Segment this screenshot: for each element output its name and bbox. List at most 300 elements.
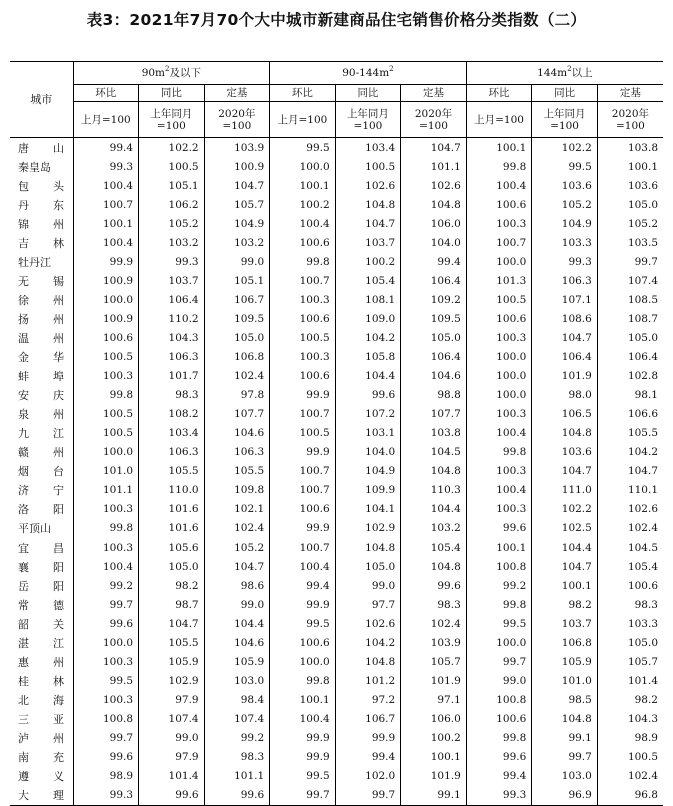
index-value: 106.8 bbox=[204, 348, 270, 367]
city-name: 蚌 埠 bbox=[18, 370, 64, 384]
index-value: 108.1 bbox=[335, 290, 401, 309]
city-name: 洛 阳 bbox=[18, 503, 64, 517]
index-value: 99.4 bbox=[466, 767, 532, 786]
index-value: 105.6 bbox=[139, 538, 205, 557]
index-value: 102.4 bbox=[597, 519, 663, 538]
index-value: 102.6 bbox=[335, 176, 401, 195]
base-label-2020: 2020年 =100 bbox=[204, 102, 270, 138]
index-value: 100.0 bbox=[466, 252, 532, 271]
index-value: 100.6 bbox=[466, 195, 532, 214]
index-value: 99.5 bbox=[532, 157, 598, 176]
base-header-row bbox=[10, 102, 663, 138]
index-value: 100.2 bbox=[335, 252, 401, 271]
index-value: 99.8 bbox=[466, 157, 532, 176]
index-value: 101.1 bbox=[401, 157, 467, 176]
index-value: 100.4 bbox=[73, 233, 139, 252]
index-value: 99.6 bbox=[73, 614, 139, 633]
index-value: 102.2 bbox=[139, 138, 205, 158]
index-value: 99.0 bbox=[335, 576, 401, 595]
index-value: 105.9 bbox=[139, 652, 205, 671]
index-value: 100.3 bbox=[73, 538, 139, 557]
index-value: 100.0 bbox=[73, 443, 139, 462]
index-value: 101.1 bbox=[73, 481, 139, 500]
base-label-prev-year: 上年同月 =100 bbox=[335, 102, 401, 138]
city-name: 九 江 bbox=[18, 427, 64, 441]
index-value: 101.9 bbox=[401, 767, 467, 786]
index-value: 105.0 bbox=[597, 633, 663, 652]
city-name: 吉 林 bbox=[18, 236, 64, 250]
index-value: 100.0 bbox=[466, 367, 532, 386]
index-value: 99.2 bbox=[204, 728, 270, 747]
table-row bbox=[10, 462, 663, 481]
index-value: 99.0 bbox=[204, 595, 270, 614]
table-row bbox=[10, 405, 663, 424]
city-name: 秦皇岛 bbox=[18, 160, 51, 174]
index-value: 100.5 bbox=[139, 157, 205, 176]
table-row bbox=[10, 748, 663, 767]
index-value: 104.7 bbox=[532, 328, 598, 347]
index-value: 100.9 bbox=[73, 271, 139, 290]
index-value: 104.4 bbox=[204, 614, 270, 633]
index-value: 100.5 bbox=[335, 157, 401, 176]
index-value: 99.9 bbox=[270, 443, 336, 462]
index-value: 100.3 bbox=[466, 214, 532, 233]
index-value: 100.6 bbox=[270, 309, 336, 328]
table-row bbox=[10, 290, 663, 309]
index-value: 105.2 bbox=[139, 214, 205, 233]
index-value: 100.5 bbox=[597, 748, 663, 767]
index-value: 102.4 bbox=[204, 367, 270, 386]
index-value: 99.2 bbox=[73, 576, 139, 595]
city-name: 温 州 bbox=[18, 331, 64, 345]
index-value: 100.7 bbox=[270, 538, 336, 557]
index-value: 99.7 bbox=[270, 786, 336, 806]
index-value: 102.6 bbox=[401, 176, 467, 195]
table-row bbox=[10, 443, 663, 462]
index-value: 110.0 bbox=[139, 481, 205, 500]
table-row bbox=[10, 728, 663, 747]
index-value: 96.9 bbox=[532, 786, 598, 806]
index-value: 100.4 bbox=[466, 424, 532, 443]
index-value: 105.2 bbox=[204, 538, 270, 557]
index-value: 109.5 bbox=[204, 309, 270, 328]
index-value: 101.0 bbox=[532, 671, 598, 690]
index-value: 103.8 bbox=[401, 424, 467, 443]
index-value: 107.4 bbox=[204, 709, 270, 728]
city-name: 锦 州 bbox=[18, 217, 64, 231]
table-row bbox=[10, 557, 663, 576]
index-value: 105.0 bbox=[335, 557, 401, 576]
index-value: 100.0 bbox=[73, 290, 139, 309]
index-value: 99.6 bbox=[401, 576, 467, 595]
index-value: 99.9 bbox=[270, 519, 336, 538]
index-value: 100.4 bbox=[73, 176, 139, 195]
index-value: 104.8 bbox=[532, 424, 598, 443]
index-value: 101.4 bbox=[597, 671, 663, 690]
table-row bbox=[10, 271, 663, 290]
index-value: 99.1 bbox=[532, 728, 598, 747]
index-value: 104.9 bbox=[335, 462, 401, 481]
table-row bbox=[10, 195, 663, 214]
index-value: 109.2 bbox=[401, 290, 467, 309]
index-value: 98.3 bbox=[597, 595, 663, 614]
index-value: 106.5 bbox=[532, 405, 598, 424]
city-name: 金 华 bbox=[18, 351, 64, 365]
index-value: 98.3 bbox=[401, 595, 467, 614]
index-value: 107.7 bbox=[401, 405, 467, 424]
index-value: 104.7 bbox=[532, 557, 598, 576]
index-value: 104.5 bbox=[401, 443, 467, 462]
index-value: 108.2 bbox=[139, 405, 205, 424]
index-value: 105.9 bbox=[204, 652, 270, 671]
index-value: 100.6 bbox=[597, 576, 663, 595]
index-value: 102.9 bbox=[139, 671, 205, 690]
base-label-prev-year: 上年同月 =100 bbox=[139, 102, 205, 138]
city-name: 牡丹江 bbox=[18, 255, 51, 269]
index-value: 106.0 bbox=[401, 709, 467, 728]
table-row bbox=[10, 614, 663, 633]
index-value: 104.7 bbox=[401, 138, 467, 158]
index-value: 100.7 bbox=[466, 233, 532, 252]
city-name: 大 理 bbox=[10, 786, 73, 806]
index-value: 106.3 bbox=[139, 443, 205, 462]
index-value: 109.8 bbox=[204, 481, 270, 500]
index-value: 106.4 bbox=[139, 290, 205, 309]
index-value: 101.4 bbox=[139, 767, 205, 786]
index-value: 99.4 bbox=[270, 576, 336, 595]
table-row bbox=[10, 424, 663, 443]
index-value: 101.3 bbox=[466, 271, 532, 290]
index-value: 97.1 bbox=[401, 690, 467, 709]
city-name: 泉 州 bbox=[18, 408, 64, 422]
index-value: 102.2 bbox=[532, 138, 598, 158]
table-row bbox=[10, 652, 663, 671]
index-value: 100.8 bbox=[466, 690, 532, 709]
index-value: 100.1 bbox=[597, 157, 663, 176]
city-name: 泸 州 bbox=[18, 731, 64, 745]
table-row bbox=[10, 519, 663, 538]
index-value: 100.1 bbox=[270, 176, 336, 195]
group-header-large: $144m^2$以上 bbox=[466, 62, 663, 85]
index-value: 100.0 bbox=[466, 633, 532, 652]
index-value: 96.8 bbox=[597, 786, 663, 806]
sub-header-fixed-base: 定基 bbox=[597, 85, 663, 102]
index-value: 102.6 bbox=[597, 500, 663, 519]
index-value: 99.3 bbox=[139, 252, 205, 271]
index-value: 102.5 bbox=[532, 519, 598, 538]
base-label-prev-month: 上月=100 bbox=[73, 102, 139, 138]
index-value: 99.4 bbox=[335, 748, 401, 767]
group-header-medium: $90-144m^2$ bbox=[270, 62, 467, 85]
index-value: 99.6 bbox=[335, 386, 401, 405]
sub-header-yoy: 同比 bbox=[335, 85, 401, 102]
index-value: 98.3 bbox=[139, 386, 205, 405]
index-value: 103.0 bbox=[532, 767, 598, 786]
index-value: 100.5 bbox=[270, 328, 336, 347]
index-value: 111.0 bbox=[532, 481, 598, 500]
index-value: 97.2 bbox=[335, 690, 401, 709]
index-value: 106.4 bbox=[532, 348, 598, 367]
index-value: 104.9 bbox=[204, 214, 270, 233]
index-value: 105.2 bbox=[532, 195, 598, 214]
table-row bbox=[10, 538, 663, 557]
index-value: 100.1 bbox=[401, 748, 467, 767]
index-value: 100.1 bbox=[466, 138, 532, 158]
index-value: 106.3 bbox=[532, 271, 598, 290]
city-name: 赣 州 bbox=[18, 446, 64, 460]
index-value: 100.7 bbox=[270, 462, 336, 481]
index-value: 104.7 bbox=[335, 214, 401, 233]
index-value: 101.9 bbox=[401, 671, 467, 690]
index-value: 105.2 bbox=[597, 214, 663, 233]
sub-header-fixed-base: 定基 bbox=[401, 85, 467, 102]
index-value: 100.9 bbox=[204, 157, 270, 176]
table-row bbox=[10, 671, 663, 690]
index-value: 104.8 bbox=[401, 462, 467, 481]
index-value: 100.6 bbox=[270, 633, 336, 652]
index-value: 100.3 bbox=[466, 328, 532, 347]
index-value: 104.7 bbox=[532, 462, 598, 481]
table-row bbox=[10, 367, 663, 386]
index-value: 98.2 bbox=[597, 690, 663, 709]
index-value: 98.0 bbox=[532, 386, 598, 405]
index-value: 106.0 bbox=[401, 214, 467, 233]
index-value: 99.0 bbox=[466, 671, 532, 690]
city-name: 韶 关 bbox=[18, 617, 64, 631]
index-value: 97.9 bbox=[139, 748, 205, 767]
index-value: 104.7 bbox=[204, 557, 270, 576]
index-value: 100.0 bbox=[73, 633, 139, 652]
table-row bbox=[10, 576, 663, 595]
index-value: 99.9 bbox=[270, 595, 336, 614]
index-value: 99.8 bbox=[466, 728, 532, 747]
index-value: 105.0 bbox=[139, 557, 205, 576]
index-value: 104.6 bbox=[204, 633, 270, 652]
index-value: 103.2 bbox=[204, 233, 270, 252]
index-value: 99.7 bbox=[532, 748, 598, 767]
index-value: 99.2 bbox=[466, 576, 532, 595]
index-value: 106.2 bbox=[139, 195, 205, 214]
index-value: 104.8 bbox=[532, 709, 598, 728]
index-value: 100.5 bbox=[466, 290, 532, 309]
index-value: 99.5 bbox=[270, 614, 336, 633]
index-value: 103.4 bbox=[139, 424, 205, 443]
index-value: 100.3 bbox=[73, 500, 139, 519]
index-value: 104.2 bbox=[335, 633, 401, 652]
index-value: 99.8 bbox=[73, 519, 139, 538]
index-value: 97.8 bbox=[204, 386, 270, 405]
index-value: 108.6 bbox=[532, 309, 598, 328]
city-name: 南 充 bbox=[18, 751, 64, 765]
table-row bbox=[10, 348, 663, 367]
city-name: 安 庆 bbox=[18, 389, 64, 403]
index-value: 99.5 bbox=[270, 767, 336, 786]
index-value: 107.7 bbox=[204, 405, 270, 424]
index-value: 109.9 bbox=[335, 481, 401, 500]
index-value: 105.5 bbox=[139, 633, 205, 652]
index-value: 100.7 bbox=[270, 481, 336, 500]
index-value: 99.6 bbox=[466, 519, 532, 538]
table-row bbox=[10, 481, 663, 500]
index-value: 100.3 bbox=[270, 290, 336, 309]
table-row bbox=[10, 138, 663, 158]
index-value: 98.5 bbox=[532, 690, 598, 709]
city-name: 遵 义 bbox=[18, 770, 64, 784]
table-row bbox=[10, 690, 663, 709]
index-value: 105.5 bbox=[204, 462, 270, 481]
index-value: 105.7 bbox=[204, 195, 270, 214]
index-value: 100.1 bbox=[532, 576, 598, 595]
index-value: 109.5 bbox=[401, 309, 467, 328]
index-value: 100.7 bbox=[270, 271, 336, 290]
index-value: 107.2 bbox=[335, 405, 401, 424]
index-value: 99.6 bbox=[139, 786, 205, 806]
city-name: 宜 昌 bbox=[18, 541, 64, 555]
index-value: 99.3 bbox=[73, 157, 139, 176]
index-value: 103.9 bbox=[401, 633, 467, 652]
index-value: 99.5 bbox=[270, 138, 336, 158]
index-value: 100.8 bbox=[73, 709, 139, 728]
index-value: 105.0 bbox=[204, 328, 270, 347]
index-value: 99.0 bbox=[139, 728, 205, 747]
index-value: 100.0 bbox=[466, 386, 532, 405]
sub-header-yoy: 同比 bbox=[532, 85, 598, 102]
index-value: 99.3 bbox=[73, 786, 139, 806]
table-row bbox=[10, 309, 663, 328]
index-value: 104.7 bbox=[204, 176, 270, 195]
index-value: 105.0 bbox=[597, 328, 663, 347]
index-value: 99.9 bbox=[73, 252, 139, 271]
city-name: 烟 台 bbox=[18, 465, 64, 479]
index-value: 104.9 bbox=[532, 214, 598, 233]
index-value: 98.1 bbox=[597, 386, 663, 405]
index-value: 100.5 bbox=[73, 424, 139, 443]
sub-header-mom: 环比 bbox=[73, 85, 139, 102]
base-label-prev-month: 上月=100 bbox=[270, 102, 336, 138]
index-value: 105.5 bbox=[597, 424, 663, 443]
index-value: 100.4 bbox=[270, 214, 336, 233]
table-row bbox=[10, 328, 663, 347]
index-value: 105.5 bbox=[139, 462, 205, 481]
index-value: 100.3 bbox=[466, 405, 532, 424]
index-value: 107.4 bbox=[597, 271, 663, 290]
index-value: 104.5 bbox=[597, 538, 663, 557]
index-value: 99.8 bbox=[270, 252, 336, 271]
index-value: 102.4 bbox=[401, 614, 467, 633]
price-index-table-wrapper bbox=[10, 61, 663, 806]
index-value: 97.9 bbox=[139, 690, 205, 709]
index-value: 104.2 bbox=[597, 443, 663, 462]
table-row bbox=[10, 157, 663, 176]
index-value: 98.3 bbox=[204, 748, 270, 767]
index-value: 105.1 bbox=[204, 271, 270, 290]
base-label-2020: 2020年 =100 bbox=[401, 102, 467, 138]
index-value: 105.4 bbox=[335, 271, 401, 290]
index-value: 100.4 bbox=[466, 176, 532, 195]
sub-header-fixed-base: 定基 bbox=[204, 85, 270, 102]
table-row bbox=[10, 500, 663, 519]
index-value: 103.2 bbox=[139, 233, 205, 252]
index-value: 99.6 bbox=[73, 748, 139, 767]
table-row bbox=[10, 176, 663, 195]
city-name: 平顶山 bbox=[18, 522, 51, 536]
index-value: 102.1 bbox=[204, 500, 270, 519]
index-value: 102.2 bbox=[532, 500, 598, 519]
index-value: 100.1 bbox=[466, 538, 532, 557]
index-value: 100.2 bbox=[270, 195, 336, 214]
index-value: 100.3 bbox=[466, 500, 532, 519]
index-value: 101.0 bbox=[73, 462, 139, 481]
page-title: 表3：2021年7月70个大中城市新建商品住宅销售价格分类指数（二） bbox=[86, 11, 587, 29]
index-value: 104.6 bbox=[204, 424, 270, 443]
index-value: 102.6 bbox=[335, 614, 401, 633]
index-value: 108.7 bbox=[597, 309, 663, 328]
index-value: 100.3 bbox=[73, 652, 139, 671]
index-value: 103.6 bbox=[597, 176, 663, 195]
index-value: 100.4 bbox=[466, 481, 532, 500]
index-value: 98.2 bbox=[139, 576, 205, 595]
index-value: 99.1 bbox=[401, 786, 467, 806]
index-value: 100.3 bbox=[73, 367, 139, 386]
city-name: 岳 阳 bbox=[18, 579, 64, 593]
index-value: 100.0 bbox=[270, 652, 336, 671]
index-value: 99.4 bbox=[401, 252, 467, 271]
city-name: 惠 州 bbox=[18, 655, 64, 669]
index-value: 103.7 bbox=[532, 614, 598, 633]
city-name: 北 海 bbox=[18, 693, 64, 707]
index-value: 99.9 bbox=[270, 748, 336, 767]
table-row bbox=[10, 214, 663, 233]
index-value: 99.7 bbox=[73, 728, 139, 747]
index-value: 101.2 bbox=[335, 671, 401, 690]
index-value: 99.7 bbox=[73, 595, 139, 614]
index-value: 100.3 bbox=[466, 462, 532, 481]
index-value: 101.1 bbox=[204, 767, 270, 786]
index-value: 100.6 bbox=[466, 309, 532, 328]
index-value: 106.7 bbox=[204, 290, 270, 309]
index-value: 100.6 bbox=[270, 500, 336, 519]
index-value: 102.4 bbox=[597, 767, 663, 786]
index-value: 103.1 bbox=[335, 424, 401, 443]
index-value: 103.0 bbox=[204, 671, 270, 690]
index-value: 104.8 bbox=[401, 195, 467, 214]
index-value: 103.7 bbox=[139, 271, 205, 290]
index-value: 105.9 bbox=[532, 652, 598, 671]
index-value: 104.8 bbox=[335, 195, 401, 214]
index-value: 104.1 bbox=[335, 500, 401, 519]
table-row bbox=[10, 767, 663, 786]
index-value: 105.7 bbox=[401, 652, 467, 671]
index-value: 97.7 bbox=[335, 595, 401, 614]
index-value: 99.8 bbox=[73, 386, 139, 405]
table-header bbox=[10, 62, 663, 138]
index-value: 100.8 bbox=[466, 557, 532, 576]
index-value: 104.8 bbox=[335, 538, 401, 557]
index-value: 104.8 bbox=[401, 557, 467, 576]
index-value: 99.7 bbox=[335, 786, 401, 806]
index-value: 106.3 bbox=[204, 443, 270, 462]
index-value: 104.2 bbox=[335, 328, 401, 347]
index-value: 104.8 bbox=[335, 652, 401, 671]
base-label-2020: 2020年 =100 bbox=[597, 102, 663, 138]
index-value: 100.7 bbox=[270, 405, 336, 424]
index-value: 100.3 bbox=[270, 348, 336, 367]
sub-header-mom: 环比 bbox=[466, 85, 532, 102]
city-name: 济 宁 bbox=[18, 484, 64, 498]
city-name: 丹 东 bbox=[18, 198, 64, 212]
index-value: 106.7 bbox=[335, 709, 401, 728]
index-value: 107.4 bbox=[139, 709, 205, 728]
